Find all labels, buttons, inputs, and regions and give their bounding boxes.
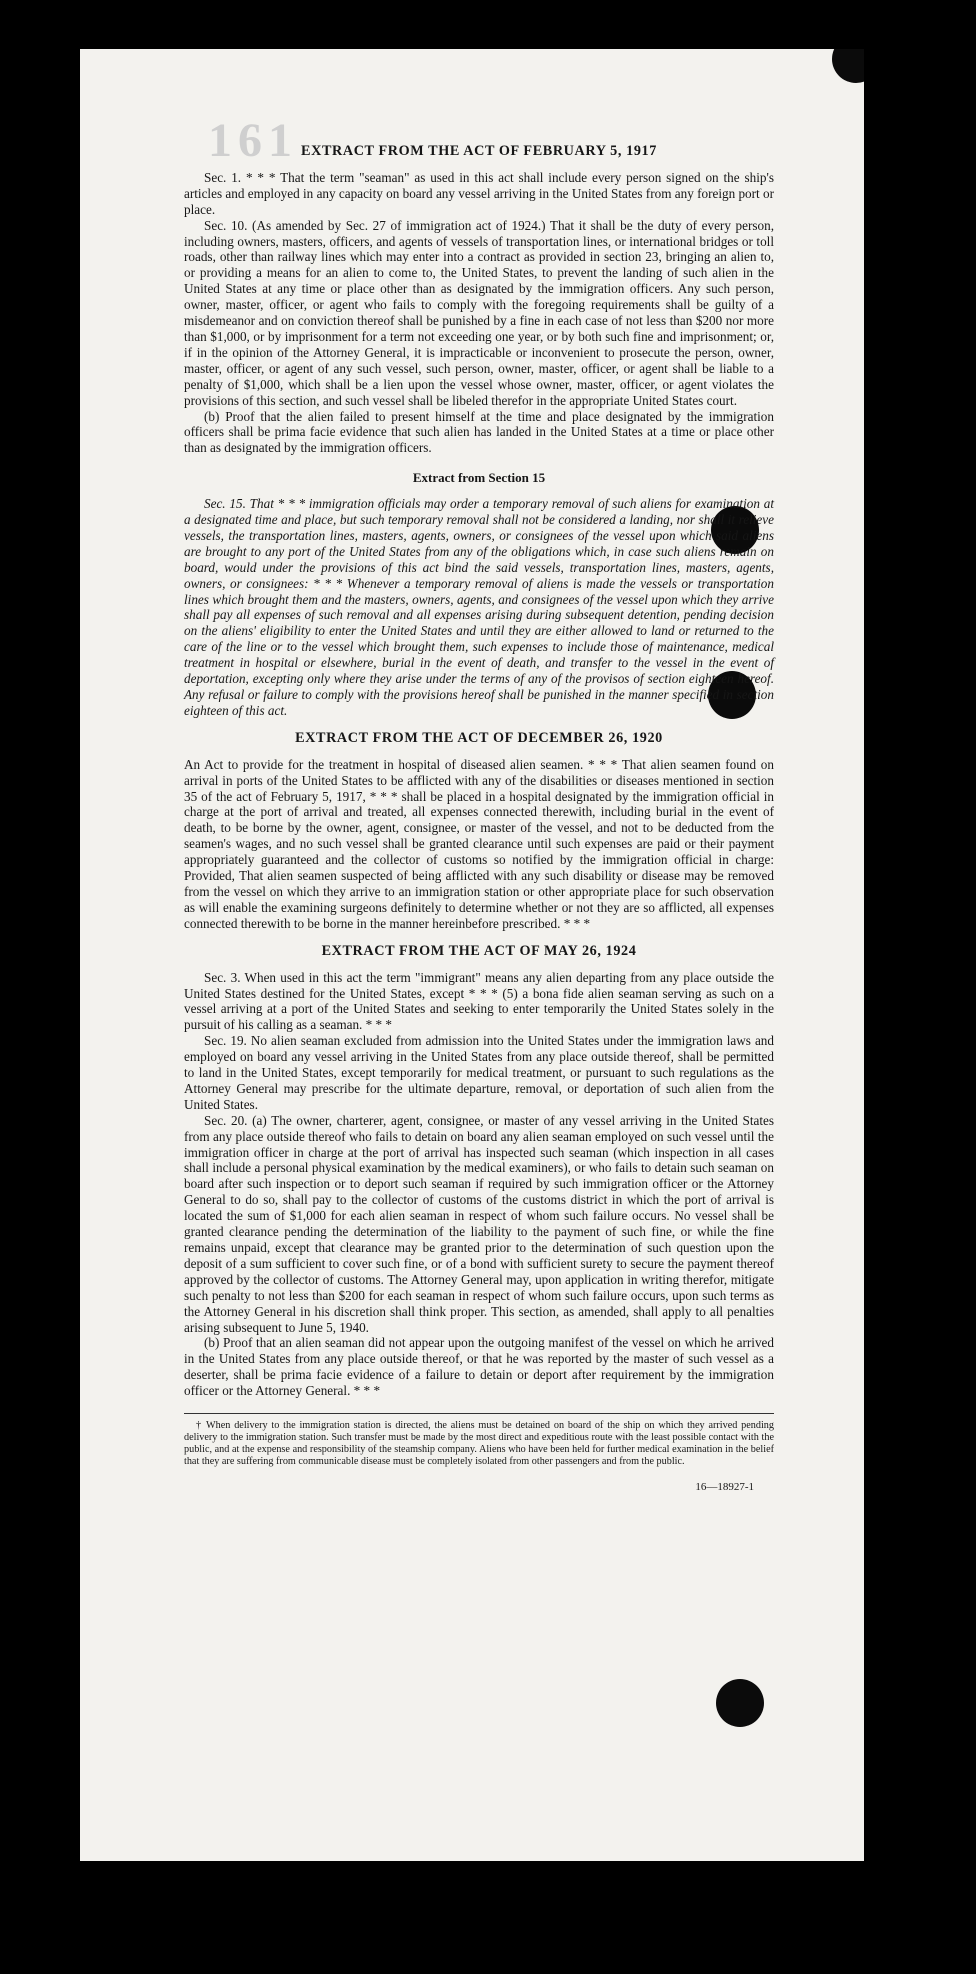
document-page (80, 49, 864, 1861)
paragraph-sec-19: Sec. 19. No alien seaman excluded from admission into the United States under the immigration laws and employed on board any vessel arriving in the United States from any place outside thereof, shall be permitted to land in the United States, except temporarily for medical treatment, or pursuant to such regulations as the Attorney General may prescribe for the ultimate departure, removal, or deportation of such alien from the United States. (184, 1033, 774, 1112)
section-heading-act-1924: EXTRACT FROM THE ACT OF MAY 26, 1924 (321, 942, 637, 959)
punch-hole-icon (716, 1679, 764, 1727)
section-heading-act-1920: EXTRACT FROM THE ACT OF DECEMBER 26, 1920 (295, 729, 663, 746)
paragraph-sec-10-b: (b) Proof that the alien failed to present himself at the time and place designated by the immigration officers shall be prima facie evidence that such alien has landed in the United States at a time or place other than as designated by the immigration officers. (184, 408, 774, 456)
section-heading-act-1917: EXTRACT FROM THE ACT OF FEBRUARY 5, 1917 (301, 143, 657, 159)
paragraph-sec-10: Sec. 10. (As amended by Sec. 27 of immigration act of 1924.) That it shall be the duty of every person, including owners, masters, officers, and agents of vessels of transportation lines, or international bridges or toll roads, other than railway lines which may enter into a contract as provided in section 23, bringing an alien to, or providing a means for an alien to come to, the United States, to prevent the landing of such alien in the United States at any time or place other than as designated by the immigration officers. Any such person, owner, master, officer, or agent who fails to comply with the foregoing requirements shall be guilty of a misdemeanor and on conviction thereof shall be punished by a fine in each case of not less than $200 nor more than $1,000, or by imprisonment for a term not exceeding one year, or by both such fine and imprisonment; or, if in the opinion of the Attorney General, it is impracticable or inconvenient to prosecute the person, owner, master, officer, or agent of any such vessel, such person, owner, master, officer, or agent shall be liable to a penalty of $1,000, which shall be a lien upon the vessel whose owner, master, officer, or agent violates the provisions of this section, and such vessel shall be libeled therefor in the appropriate United States court. (184, 217, 774, 408)
page-number-stamp: 161 (208, 114, 298, 167)
paragraph-sec-3: Sec. 3. When used in this act the term "immigrant" means any alien departing from any place outside the United States destined for the United States, except * * * (5) a bona fide alien seaman serving as such on a vessel arriving at a port of the United States and seeking to enter temporarily the United States solely in the pursuit of his calling as a seaman. * * * (184, 969, 774, 1033)
paragraph-sec-20-b: (b) Proof that an alien seaman did not appear upon the outgoing manifest of the vessel on which he arrived in the United States from any place outside thereof, or that he was reported by the master of such vessel as a deserter, shall be prima facie evidence of a failure to detain or deport after requirement by the immigration officer or the Attorney General. * * * (184, 1335, 774, 1399)
footnote-text: † When delivery to the immigration station is directed, the aliens must be detained on board of the ship on which they arrived pending delivery to the immigration station. Such transfer must be made by the most direct and expeditious route with the least possible contact with the public, and at the expense and responsibility of the steamship company. Aliens who have been held for further medical examination in the belief that they are suffering from communicable disease must be completely isolated from other passengers and from the public. (184, 1420, 774, 1468)
document-text (184, 141, 774, 1496)
punch-hole-icon (832, 49, 864, 83)
paragraph-sec-20-a: Sec. 20. (a) The owner, charterer, agent, consignee, or master of any vessel arriving in the United States from any place outside thereof who fails to detain on board any alien seaman employed on such vessel until the immigration officer in charge at the port of arrival has inspected such seaman (which inspection in all cases shall include a personal physical examination by the medical examiners), or who fails to detain such seaman on board after such inspection or to deport such seaman if required by such immigration officer or the Attorney General to do so, shall pay to the collector of customs of the customs district in which the port of arrival is located the sum of $1,000 for each alien seaman in respect of whom such failure occurs. No vessel shall be granted clearance pending the determination of the liability to the payment of such fine, or while the fine remains unpaid, except that clearance may be granted prior to the determination of such question upon the deposit of a sum sufficient to cover such fine, or of a bond with sufficient surety to secure the payment thereof approved by the collector of customs. The Attorney General may, upon application in writing therefor, mitigate such penalty to not less than $200 for each seaman in respect of whom such failure occurs, upon such terms as the Attorney General in his discretion shall think proper. This section, as amended, shall apply to all penalties arising subsequent to June 5, 1940. (184, 1112, 774, 1335)
section-heading-section-15: Extract from Section 15 (412, 470, 546, 486)
paragraph-sec-1: Sec. 1. * * * That the term "seaman" as used in this act shall include every person signed on the ship's articles and employed in any capacity on board any vessel arriving in the United States from any foreign port or place. (184, 169, 774, 217)
footnote (184, 1413, 774, 1468)
form-number: 16—18927-1 (695, 1481, 754, 1494)
paragraph-sec-15: Sec. 15. That * * * immigration officials may order a temporary removal of such aliens for examination at a designated time and place, but such temporary removal shall not be considered a landing, nor shall it relieve vessels, the transportation lines, masters, agents, owners, or consignees of the vessel upon which said aliens are brought to any port of the United States from any of the obligations which, in case such aliens remain on board, would under the provisions of this act bind the said vessels, transportation lines, masters, agents, owners, or consignees: * * * Whenever a temporary removal of aliens is made the vessels or transportation lines which brought them and the masters, owners, agents, and consignees of the vessel upon which they arrive shall pay all expenses of such removal and all expenses arising during subsequent detention, pending decision on the aliens' eligibility to enter the United States and until they are either allowed to land or returned to the care of the line or to the vessel which brought them, such expenses to include those of maintenance, medical treatment in hospital or elsewhere, burial in the event of death, and transfer to the vessel in the event of deportation, excepting only where they arise under the terms of any of the provisos of section eighteen hereof. Any refusal or failure to comply with the provisions hereof shall be punished in the manner specified in section eighteen of this act. (184, 496, 774, 718)
paragraph-act-1920: An Act to provide for the treatment in hospital of diseased alien seamen. * * * That alien seamen found on arrival in ports of the United States to be afflicted with any of the disabilities or diseases mentioned in section 35 of the act of February 5, 1917, * * * shall be placed in a hospital designated by the immigration official in charge at the port of arrival and treated, all expenses connected therewith, including burial in the event of death, to be borne by the owner, agent, consignee, or master of the vessel, and not to be deducted from the seamen's wages, and no such vessel shall be granted clearance until such expenses are paid or their payment appropriately guaranteed and the collector of customs so notified by the immigration official in charge: Provided, That alien seamen suspected of being afflicted with any such disability or disease may be removed from the vessel on which they arrive to an immigration station or other appropriate place for such observation as will enable the examining surgeons definitely to determine whether or not they are so afflicted, all expenses connected therewith to be borne in the manner hereinbefore prescribed. * * * (184, 756, 774, 931)
